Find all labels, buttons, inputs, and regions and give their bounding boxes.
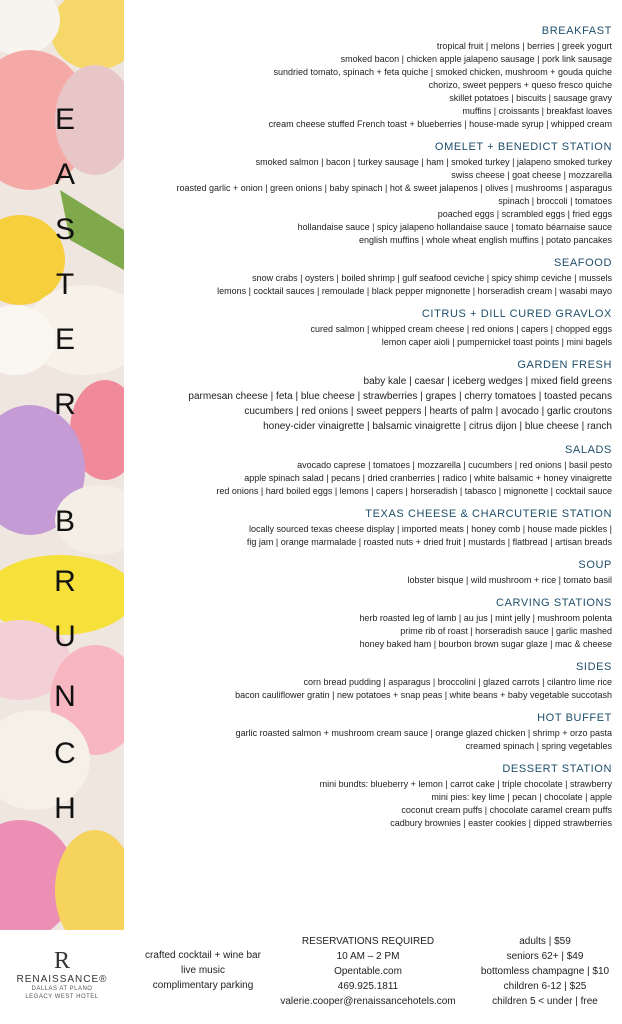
menu-line: english muffins | whole wheat english muffins | potato pancakes — [359, 235, 612, 245]
footer — [0, 930, 622, 1024]
menu-line: spinach | broccoli | tomatoes — [498, 196, 612, 206]
section-title: OMELET + BENEDICT STATION — [434, 141, 612, 153]
section-title: SEAFOOD — [554, 257, 612, 269]
menu-line: apple spinach salad | pecans | dried cranberries | radico | white balsamic + honey vinaigrette — [244, 473, 612, 483]
amenity-item: crafted cocktail + wine bar — [145, 950, 261, 961]
price-list — [470, 934, 620, 1009]
price-item: adults | $59 — [519, 936, 571, 947]
menu-line: coconut cream puffs | chocolate caramel cream puffs — [401, 805, 612, 815]
menu-line: cadbury brownies | easter cookies | dipped strawberries — [390, 818, 612, 828]
menu-line: locally sourced texas cheese display | imported meats | honey comb | house made pickles | — [248, 524, 612, 534]
menu-line: herb roasted leg of lamb | au jus | mint jelly | mushroom polenta — [359, 613, 612, 623]
menu-section — [128, 596, 612, 651]
logo-subtitle: LEGACY WEST HOTEL — [25, 994, 99, 1000]
menu-line: corn bread pudding | asparagus | broccolini | glazed carrots | cilantro lime rice — [303, 677, 612, 687]
menu-line: mini pies: key lime | pecan | chocolate | apple — [431, 792, 612, 802]
logo-mark: R — [53, 948, 70, 974]
menu-line: muffins | croissants | breakfast loaves — [462, 106, 612, 116]
menu-line: parmesan cheese | feta | blue cheese | strawberries | grapes | cherry tomatoes | toasted pecans — [188, 391, 612, 402]
menu-line: garlic roasted salmon + mushroom cream sauce | orange glazed chicken | shrimp + orzo pasta — [235, 728, 612, 738]
hours: 10 AM – 2 PM — [336, 951, 400, 962]
menu-line: smoked bacon | chicken apple jalapeno sausage | pork link sausage — [340, 54, 612, 64]
menu-line: chorizo, sweet peppers + queso fresco quiche — [428, 80, 612, 90]
amenities-list — [128, 948, 278, 993]
menu-section — [128, 507, 612, 549]
section-title: SIDES — [575, 661, 612, 673]
title-letter: A — [54, 158, 75, 191]
menu-section — [128, 762, 612, 830]
menu-line: cucumbers | red onions | sweet peppers | hearts of palm | avocado | garlic croutons — [244, 406, 612, 417]
reservations-heading: RESERVATIONS REQUIRED — [301, 936, 435, 947]
menu-line: honey baked ham | bourbon brown sugar glaze | mac & cheese — [359, 639, 612, 649]
menu-line: poached eggs | scrambled eggs | fried eggs — [437, 209, 612, 219]
menu-line: lemons | cocktail sauces | remoulade | black pepper mignonette | horseradish cream | wasabi mayo — [217, 286, 612, 296]
menu-line: skillet potatoes | biscuits | sausage gravy — [449, 93, 612, 103]
title-letter: U — [54, 620, 76, 653]
section-title: GARDEN FRESH — [517, 359, 612, 371]
section-title: HOT BUFFET — [537, 712, 612, 724]
menu-section — [128, 358, 612, 434]
title-letter: R — [54, 565, 76, 598]
menu-section — [128, 558, 612, 587]
section-title: DESSERT STATION — [502, 763, 612, 775]
menu-line: cured salmon | whipped cream cheese | red onions | capers | chopped eggs — [310, 324, 612, 334]
section-title: BREAKFAST — [541, 25, 612, 37]
menu-line: swiss cheese | goat cheese | mozzarella — [451, 170, 612, 180]
title-letter: E — [54, 323, 75, 356]
title-letter: E — [54, 103, 75, 136]
title-letter: N — [54, 680, 76, 713]
menu-section — [128, 711, 612, 753]
menu-section — [128, 443, 612, 498]
easter-eggs-photo-panel — [0, 0, 124, 930]
menu-line: cream cheese stuffed French toast + blueberries | house-made syrup | whipped cream — [268, 119, 612, 129]
section-title: CARVING STATIONS — [496, 597, 612, 609]
title-letter: T — [55, 268, 75, 301]
price-item: children 6-12 | $25 — [503, 981, 587, 992]
amenity-item: complimentary parking — [152, 980, 254, 991]
renaissance-logo — [12, 948, 112, 1001]
phone-number: 469.925.1811 — [337, 981, 399, 992]
menu-section — [128, 140, 612, 247]
menu-line: baby kale | caesar | iceberg wedges | mixed field greens — [363, 376, 612, 387]
price-item: children 5 < under | free — [492, 996, 598, 1007]
menu-line: sundried tomato, spinach + feta quiche | smoked chicken, mushroom + gouda quiche — [273, 67, 612, 77]
brunch-menu — [128, 24, 612, 839]
logo-subtitle: DALLAS AT PLANO — [31, 986, 93, 992]
menu-line: smoked salmon | bacon | turkey sausage | ham | smoked turkey | jalapeno smoked turkey — [255, 157, 612, 167]
menu-line: mini bundts: blueberry + lemon | carrot cake | triple chocolate | strawberry — [319, 779, 612, 789]
menu-line: red onions | hard boiled eggs | lemons | capers | horseradish | tabasco | mignonette | cocktail sauce — [216, 486, 612, 496]
title-letter: H — [54, 792, 76, 825]
section-title: CITRUS + DILL CURED GRAVLOX — [421, 308, 612, 320]
menu-line: creamed spinach | spring vegetables — [465, 741, 612, 751]
menu-section — [128, 307, 612, 349]
menu-line: lobster bisque | wild mushroom + rice | tomato basil — [407, 575, 612, 585]
contact-email: valerie.cooper@renaissancehotels.com — [280, 996, 456, 1007]
title-letter: S — [54, 213, 75, 246]
price-item: bottomless champagne | $10 — [480, 966, 610, 977]
title-letter: R — [54, 388, 76, 421]
eggs-and-tulips-illustration — [0, 0, 124, 930]
menu-line: tropical fruit | melons | berries | greek yogurt — [436, 41, 612, 51]
title-letter: B — [54, 505, 75, 538]
title-letter: C — [54, 737, 76, 770]
menu-line: lemon caper aioli | pumpernickel toast points | mini bagels — [381, 337, 612, 347]
menu-line: prime rib of roast | horseradish sauce | garlic mashed — [400, 626, 612, 636]
menu-line: fig jam | orange marmalade | roasted nuts + dried fruit | mustards | flatbread | artisan breads — [246, 537, 612, 547]
menu-line: honey-cider vinaigrette | balsamic vinaigrette | citrus dijon | blue cheese | ranch — [263, 421, 612, 432]
menu-section — [128, 256, 612, 298]
section-title: SOUP — [578, 559, 612, 571]
menu-line: bacon cauliflower gratin | new potatoes + snap peas | white beans + baby vegetable succotash — [235, 690, 612, 700]
section-title: TEXAS CHEESE & CHARCUTERIE STATION — [365, 508, 612, 520]
menu-line: snow crabs | oysters | boiled shrimp | gulf seafood ceviche | spicy shimp ceviche | mussels — [252, 273, 612, 283]
menu-line: roasted garlic + onion | green onions | baby spinach | hot & sweet jalapenos | olives | mushrooms | asparagus — [176, 183, 612, 193]
menu-section — [128, 660, 612, 702]
booking-site: Opentable.com — [334, 966, 402, 977]
amenity-item: live music — [181, 965, 225, 976]
section-title: SALADS — [564, 444, 612, 456]
menu-line: avocado caprese | tomatoes | mozzarella | cucumbers | red onions | basil pesto — [297, 460, 612, 470]
price-item: seniors 62+ | $49 — [506, 951, 584, 962]
menu-line: hollandaise sauce | spicy jalapeno hollandaise sauce | tomato béarnaise sauce — [297, 222, 612, 232]
reservations-info — [268, 934, 468, 1009]
logo-name: RENAISSANCE® — [16, 974, 108, 985]
menu-section — [128, 24, 612, 131]
